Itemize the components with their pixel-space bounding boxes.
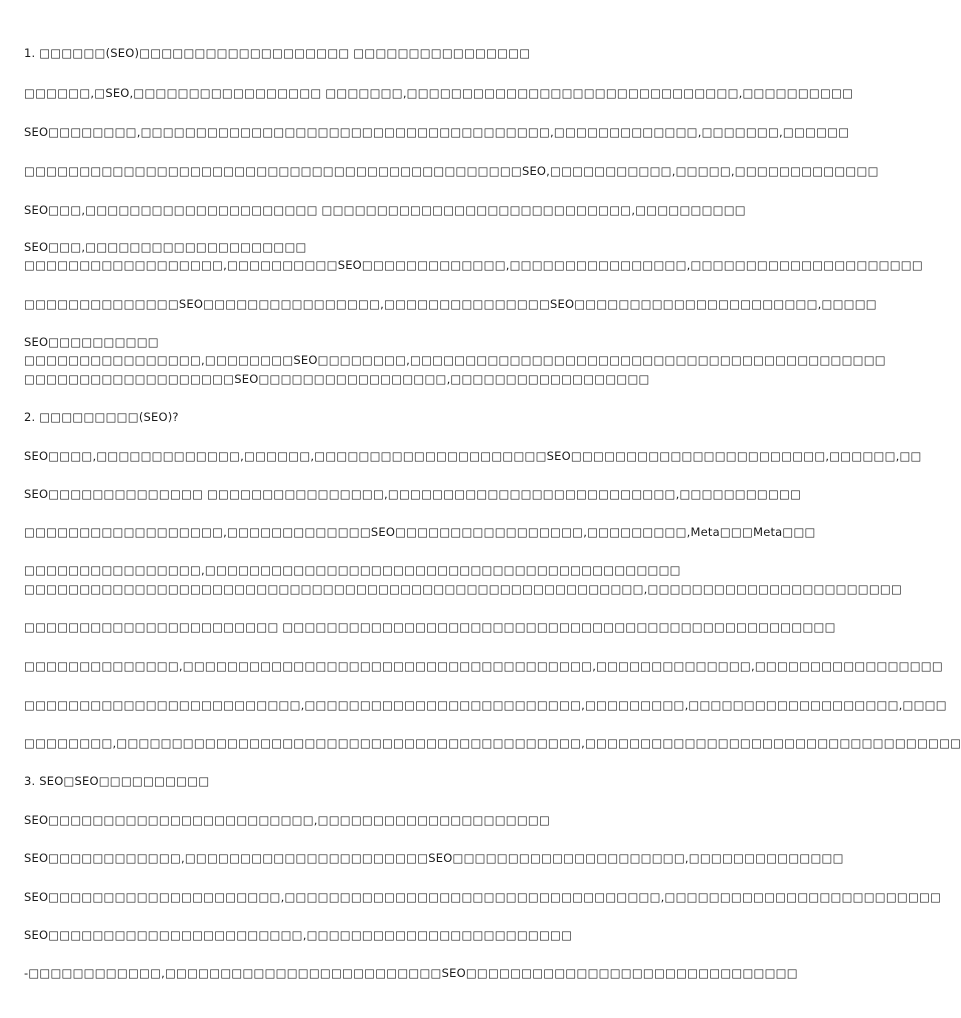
paragraph-line: SEO□□□□□□□□,□□□□□□□□□□□□□□□□□□□□□□□□□□□□□□□□□□□□□,□□□□□□□□□□□□□,□□□□□□□,□□□□□□ [24, 125, 850, 139]
paragraph-line: SEO□□□□□□□□□□□□,□□□□□□□□□□□□□□□□□□□□□□SEO□□□□□□□□□□□□□□□□□□□□□,□□□□□□□□□□□□□□ [24, 851, 844, 865]
paragraph-line: □□□□□□□□□□□□□□□□□□,□□□□□□□□□□SEO□□□□□□□□□□□□□,□□□□□□□□□□□□□□□□,□□□□□□□□□□□□□□□□□□□□□ [24, 258, 923, 272]
paragraph-line: -□□□□□□□□□□□□,□□□□□□□□□□□□□□□□□□□□□□□□□SEO□□□□□□□□□□□□□□□□□□□□□□□□□□□□□□ [24, 966, 798, 980]
paragraph-line: SEO□□□□,□□□□□□□□□□□□□,□□□□□□,□□□□□□□□□□□□□□□□□□□□□SEO□□□□□□□□□□□□□□□□□□□□□□□,□□□□□□,□□ [24, 449, 922, 463]
paragraph-line: SEO□□□□□□□□□□□□□□□□□□□□□□□,□□□□□□□□□□□□□□□□□□□□□□□□ [24, 928, 573, 942]
paragraph-line: □□□□□□□□□□□□□□□□□□□□□□□□□□□□□□□□□□□□□□□□□□□□□SEO,□□□□□□□□□□□,□□□□□,□□□□□□□□□□□□□ [24, 164, 879, 178]
paragraph-line: SEO□□□□□□□□□□ [24, 335, 159, 349]
paragraph-line: SEO□□□,□□□□□□□□□□□□□□□□□□□□□ □□□□□□□□□□□□□□□□□□□□□□□□□□□□,□□□□□□□□□□ [24, 203, 746, 217]
paragraph-line: □□□□□□□□□□□□□□□□□□□SEO□□□□□□□□□□□□□□□□□,□□□□□□□□□□□□□□□□□□ [24, 372, 650, 386]
paragraph-line: □□□□□□□□□□□□□□,□□□□□□□□□□□□□□□□□□□□□□□□□□□□□□□□□□□□□,□□□□□□□□□□□□□□,□□□□□□□□□□□□□□□□□ [24, 659, 943, 673]
paragraph-line: □□□□□□□□,□□□□□□□□□□□□□□□□□□□□□□□□□□□□□□□□□□□□□□□□□□,□□□□□□□□□□□□□□□□□□□□□□□□□□□□□□□□□□ [24, 736, 961, 750]
paragraph-line: □□□□□□□□□□□□□□□□□□□□□□□□□□□□□□□□□□□□□□□□□□□□□□□□□□□□□□□□,□□□□□□□□□□□□□□□□□□□□□□□ [24, 582, 903, 596]
paragraph-line: SEO□□□□□□□□□□□□□□ □□□□□□□□□□□□□□□□,□□□□□□□□□□□□□□□□□□□□□□□□□□,□□□□□□□□□□□ [24, 487, 802, 501]
paragraph-line: □□□□□□□□□□□□□□□□□□□□□□□□□,□□□□□□□□□□□□□□□□□□□□□□□□□,□□□□□□□□□,□□□□□□□□□□□□□□□□□□□,□□□□ [24, 698, 947, 712]
paragraph-line: □□□□□□,□SEO,□□□□□□□□□□□□□□□□□ □□□□□□□,□□□□□□□□□□□□□□□□□□□□□□□□□□□□□□,□□□□□□□□□□ [24, 86, 854, 100]
paragraph-line: □□□□□□□□□□□□□□□□□□□□□□□ □□□□□□□□□□□□□□□□□□□□□□□□□□□□□□□□□□□□□□□□□□□□□□□□□□ [24, 620, 836, 634]
heading-section-1: 1. □□□□□□(SEO)□□□□□□□□□□□□□□□□□□□ □□□□□□□□□□□□□□□□ [24, 46, 531, 60]
paragraph-line: □□□□□□□□□□□□□□□□□□,□□□□□□□□□□□□□SEO□□□□□□□□□□□□□□□□□,□□□□□□□□□,Meta□□□Meta□□□ [24, 525, 816, 539]
paragraph-line: □□□□□□□□□□□□□□□□,□□□□□□□□□□□□□□□□□□□□□□□□□□□□□□□□□□□□□□□□□□□ [24, 563, 681, 577]
paragraph-line: SEO□□□,□□□□□□□□□□□□□□□□□□□□ [24, 240, 307, 254]
heading-section-3: 3. SEO□SEO□□□□□□□□□□ [24, 774, 210, 788]
paragraph-line: □□□□□□□□□□□□□□SEO□□□□□□□□□□□□□□□□,□□□□□□□□□□□□□□□SEO□□□□□□□□□□□□□□□□□□□□□□,□□□□□ [24, 297, 877, 311]
paragraph-line: SEO□□□□□□□□□□□□□□□□□□□□□□□□,□□□□□□□□□□□□□□□□□□□□□ [24, 813, 551, 827]
heading-section-2: 2. □□□□□□□□□(SEO)? [24, 410, 179, 424]
paragraph-line: SEO□□□□□□□□□□□□□□□□□□□□□,□□□□□□□□□□□□□□□□□□□□□□□□□□□□□□□□□□,□□□□□□□□□□□□□□□□□□□□□□□□□ [24, 890, 942, 904]
paragraph-line: □□□□□□□□□□□□□□□□,□□□□□□□□SEO□□□□□□□□,□□□□□□□□□□□□□□□□□□□□□□□□□□□□□□□□□□□□□□□□□□□ [24, 353, 886, 367]
